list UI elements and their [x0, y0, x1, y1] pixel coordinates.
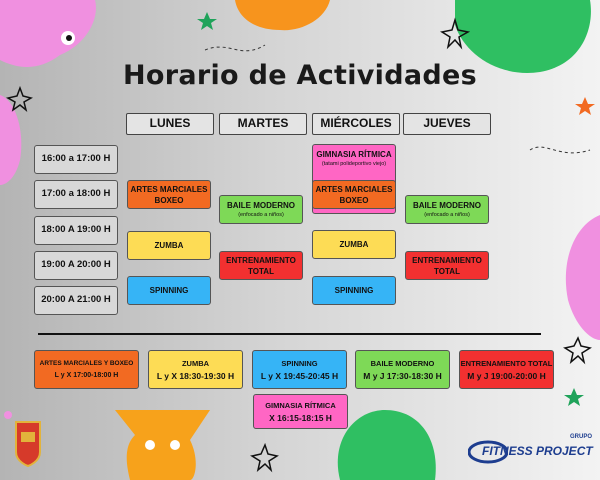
activity-entrenamiento-jueves: ENTRENAMIENTO TOTAL: [405, 251, 489, 280]
orange-figure-bottom: [115, 410, 210, 480]
star-outline-icon: [565, 338, 590, 362]
day-header-jueves: JUEVES: [403, 113, 491, 135]
activity-spinning-lunes: SPINNING: [127, 276, 211, 305]
summary-spinning: SPINNING L y X 19:45-20:45 H: [252, 350, 347, 389]
pink-blob-top-left: [0, 0, 96, 67]
page-title: Horario de Actividades: [122, 60, 477, 91]
pink-dot: [4, 411, 12, 419]
coat-of-arms-logo: [16, 422, 40, 466]
activity-artes-marciales-miercoles: ARTES MARCIALES BOXEO: [312, 180, 396, 209]
star-icon: [575, 97, 595, 115]
day-header-martes: MARTES: [219, 113, 307, 135]
time-slot: 18:00 A 19:00 H: [34, 216, 118, 245]
summary-zumba: ZUMBA L y X 18:30-19:30 H: [148, 350, 243, 389]
activity-zumba-lunes: ZUMBA: [127, 231, 211, 260]
dashed-line: [530, 147, 590, 153]
orange-eye-icon: [145, 440, 155, 450]
time-slot: 17:00 a 18:00 H: [34, 180, 118, 209]
summary-artes-marciales: ARTES MARCIALES Y BOXEO L y X 17:00-18:00 H: [34, 350, 139, 389]
pink-blob-right: [566, 215, 600, 340]
activity-baile-martes: BAILE MODERNO (enfocado a niños): [219, 195, 303, 224]
pink-blob-left: [0, 95, 21, 185]
summary-gimnasia-ritmica: GIMNASIA RÍTMICA X 16:15-18:15 H: [253, 394, 348, 429]
activity-zumba-miercoles: ZUMBA: [312, 230, 396, 259]
day-header-lunes: LUNES: [126, 113, 214, 135]
green-blob-bottom: [338, 410, 436, 480]
activity-artes-marciales-lunes: ARTES MARCIALES BOXEO: [127, 180, 211, 209]
activity-baile-jueves: BAILE MODERNO (enfocado a niños): [405, 195, 489, 224]
dashed-line: [205, 45, 265, 51]
star-outline-icon: [252, 445, 277, 470]
time-slot: 16:00 a 17:00 H: [34, 145, 118, 174]
time-slot: 20:00 A 21:00 H: [34, 286, 118, 315]
time-slot: 19:00 A 20:00 H: [34, 251, 118, 280]
star-icon: [564, 388, 584, 406]
star-icon: [197, 12, 217, 30]
summary-baile-moderno: BAILE MODERNO M y J 17:30-18:30 H: [355, 350, 450, 389]
activity-gimnasia-miercoles: GIMNASIA RÍTMICA (tatami polideportivo viejo): [312, 144, 396, 214]
summary-entrenamiento-total: ENTRENAMIENTO TOTAL M y J 19:00-20:00 H: [459, 350, 554, 389]
fitness-project-logo: GRUPO FITNESS PROJECT: [468, 434, 596, 466]
activity-spinning-miercoles: SPINNING: [312, 276, 396, 305]
orange-blob-top: [235, 0, 330, 30]
day-header-miercoles: MIÉRCOLES: [312, 113, 400, 135]
activity-entrenamiento-martes: ENTRENAMIENTO TOTAL: [219, 251, 303, 280]
